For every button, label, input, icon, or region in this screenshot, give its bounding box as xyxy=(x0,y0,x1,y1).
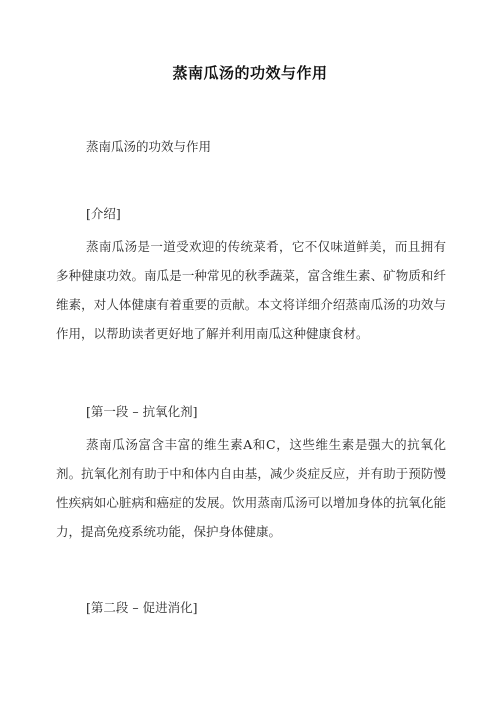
section-body-intro: 蒸南瓜汤是一道受欢迎的传统菜肴，它不仅味道鲜美，而且拥有多种健康功效。南瓜是一种常见的秋季蔬菜，富含维生素、矿物质和纤维素，对人体健康有着重要的贡献。本文将详细介绍蒸南瓜汤的功效与作用，以帮助读者更好地了解并利用南瓜这种健康食材。 xyxy=(56,239,446,341)
section-body-antioxidant: 蒸南瓜汤富含丰富的维生素A和C，这些维生素是强大的抗氧化剂。抗氧化剂有助于中和体内自由基，减少炎症反应，并有助于预防慢性疾病如心脏病和癌症的发展。饮用蒸南瓜汤可以增加身体的抗氧化能力，提高免疫系统功能，保护身体健康。 xyxy=(56,437,446,539)
section-heading-intro: [介绍] xyxy=(86,206,121,221)
section-heading-digestion: [第二段 – 促进消化] xyxy=(86,600,198,615)
section-heading-antioxidant: [第一段 – 抗氧化剂] xyxy=(86,404,198,419)
document-title: 蒸南瓜汤的功效与作用 xyxy=(172,64,328,82)
document-subtitle: 蒸南瓜汤的功效与作用 xyxy=(86,139,212,154)
